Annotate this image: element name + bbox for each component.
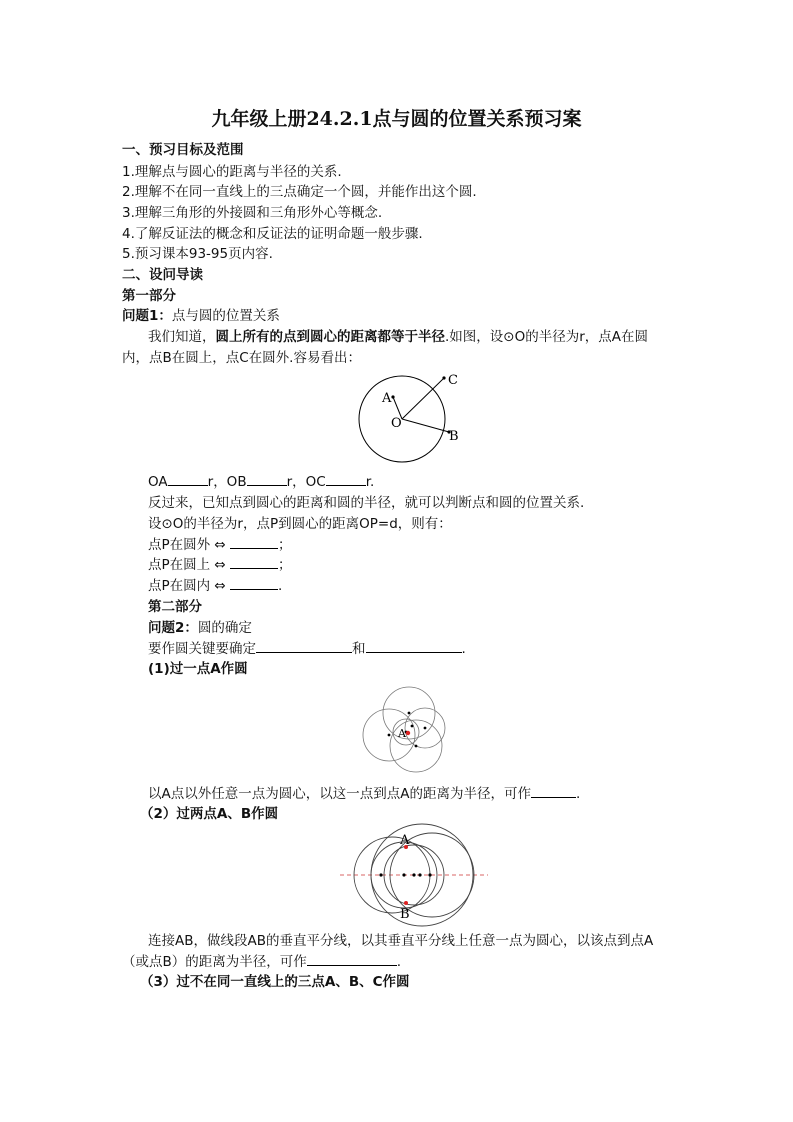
r-1: r <box>207 474 214 490</box>
key-text: 要作圆关键要确定 <box>148 641 256 657</box>
blank-inside[interactable] <box>230 577 278 590</box>
s1-end: . <box>575 786 581 802</box>
outside-row <box>148 536 292 554</box>
s1-text: 以A点以外任意一点为圆心，以这一点到点A的距离为半径，可作 <box>148 786 531 802</box>
objective-5: 5.预习课本93-95页内容. <box>122 246 273 262</box>
s2-end: . <box>396 954 402 970</box>
label-c: C <box>448 373 458 388</box>
question2-text: 圆的确定 <box>197 620 252 636</box>
inside-label: 点P在圆内 ⇔ <box>148 578 226 594</box>
question1-text: 点与圆的位置关系 <box>171 308 280 324</box>
figure-two-points <box>340 828 490 922</box>
fig2-label-b: B <box>400 907 410 922</box>
subsection-1: (1)过一点A作圆 <box>148 661 248 677</box>
subsection-2-text-line1: 连接AB，做线段AB的垂直平分线，以其垂直平分线上任意一点为圆心，以该点到点A <box>148 933 654 949</box>
outside-label: 点P在圆外 ⇔ <box>148 537 226 553</box>
key-end: . <box>461 641 466 657</box>
subsection-3: （3）过不在同一直线上的三点A、B、C作圆 <box>140 974 410 990</box>
blank-key-2[interactable] <box>366 640 462 653</box>
converse-text: 反过来，已知点到圆心的距离和圆的半径，就可以判断点和圆的位置关系. <box>148 495 585 511</box>
question1 <box>122 307 280 325</box>
paragraph1-line2: 内，点B在圆上，点C在圆外.容易看出： <box>122 350 361 366</box>
on-label: 点P在圆上 ⇔ <box>148 557 226 573</box>
ob-label: ，OB <box>213 474 247 490</box>
objective-4: 4.了解反证法的概念和反证法的证明命题一般步骤. <box>122 226 423 242</box>
blank-s1[interactable] <box>531 785 576 798</box>
p1-text-a: 我们知道， <box>148 329 216 345</box>
paragraph1-line1 <box>148 328 648 346</box>
r-2: r <box>286 474 293 490</box>
objective-3: 3.理解三角形的外接圆和三角形外心等概念. <box>122 205 383 221</box>
p1-text-b: .如图，设⊙O的半径为r，点A在圆 <box>445 329 649 345</box>
r-3: r. <box>365 474 375 490</box>
figure-point-circle <box>355 370 475 470</box>
p1-bold: 圆上所有的点到圆心的距离都等于半径 <box>215 329 445 345</box>
question2-label: 问题2： <box>148 620 198 636</box>
blank-s2[interactable] <box>307 953 397 966</box>
section2-heading: 二、设问导读 <box>122 267 203 283</box>
part1-heading: 第一部分 <box>122 288 176 304</box>
part2-heading: 第二部分 <box>148 599 202 615</box>
s2-text-a: （或点B）的距离为半径，可作 <box>122 954 307 970</box>
fig1-label-a: A <box>398 727 406 740</box>
subsection-2-text-line2 <box>122 953 401 971</box>
blank-outside[interactable] <box>230 536 278 549</box>
blank-oa[interactable] <box>168 473 208 486</box>
on-row <box>148 556 292 574</box>
objective-1: 1.理解点与圆心的距离与半径的关系. <box>122 164 342 180</box>
key-and: 和 <box>352 641 366 657</box>
section1-heading: 一、预习目标及范围 <box>122 142 244 158</box>
distance-blanks <box>148 473 374 491</box>
subsection-2: （2）过两点A、B作圆 <box>140 806 279 822</box>
question2 <box>148 619 252 637</box>
blank-ob[interactable] <box>247 473 287 486</box>
label-o: O <box>391 416 402 431</box>
oa-label: OA <box>148 474 168 490</box>
page-title: 九年级上册24.2.1点与圆的位置关系预习案 <box>211 108 582 130</box>
key-line <box>148 640 466 658</box>
oc-label: ，OC <box>292 474 326 490</box>
objective-2: 2.理解不在同一直线上的三点确定一个圆，并能作出这个圆. <box>122 184 477 200</box>
semi-2: ； <box>278 557 292 573</box>
label-a: A <box>382 391 392 406</box>
label-b: B <box>449 429 459 444</box>
blank-oc[interactable] <box>326 473 366 486</box>
inside-row <box>148 577 282 595</box>
figure-one-point <box>360 683 460 783</box>
period-1: . <box>278 578 283 594</box>
fig2-label-a: A <box>400 833 410 848</box>
question1-label: 问题1： <box>122 308 172 324</box>
setup-text: 设⊙O的半径为r，点P到圆心的距离OP=d，则有： <box>148 516 452 532</box>
blank-on[interactable] <box>230 556 278 569</box>
subsection-1-text <box>148 785 580 803</box>
semi-1: ； <box>278 537 292 553</box>
blank-key-1[interactable] <box>256 640 352 653</box>
